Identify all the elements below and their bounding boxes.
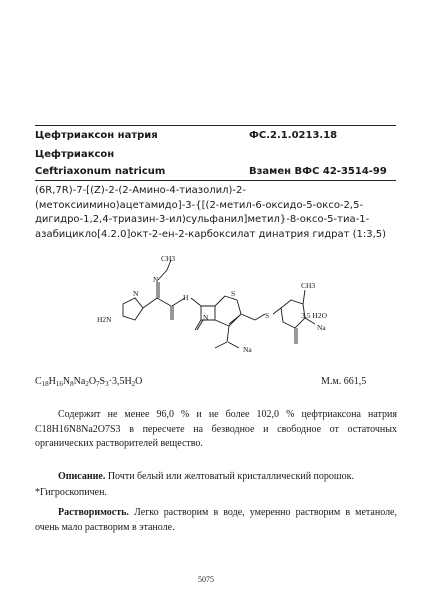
description-text: Почти белый или желтоватый кристаллический порошок.: [107, 471, 354, 482]
molecular-formula: $C_{18}H_{16}N_8Na_2O_7S_3\cdot 3,5H_2O$: [35, 376, 143, 388]
ring-s-label: S: [231, 289, 236, 298]
linker-s-label: S: [265, 311, 270, 320]
chemical-name: (6R,7R)-7-[(Z)-2-(2-Амино-4-тиазолил)-2-(метоксиимино)ацетамидо]-3-{[(2-метил-6-оксидо-5-оксо-2,5-дигидро-1,2,4-триазин-3-ил)сульфанил]метил}-8-оксо-5-тиа-1-азабицикло[4.2.0]окт-2-ен-2-карбоксилат динатрия гидрат (1:3,5): [35, 185, 387, 240]
header-top-rule: [35, 125, 396, 126]
content-paragraph: Содержит не менее 96,0 % и не более 102,0 % цефтриаксона натрия C18H16N8Na2O7S3 в пересчете на безводное и свободное от остаточных органических растворителей вещество.: [35, 409, 397, 449]
description-label: Описание.: [58, 471, 106, 482]
header-bottom-rule: [35, 180, 396, 181]
description-paragraph: [35, 470, 397, 485]
amide-nh-label: H: [183, 293, 189, 302]
molar-mass: М.м. 661,5: [321, 376, 367, 387]
title-russian: Цефтриаксон натрия: [35, 130, 158, 141]
imine-n-label: N: [153, 275, 159, 284]
lactam-n-label: N: [203, 313, 209, 322]
replaces-note: Взамен ВФС 42-3514-99: [249, 166, 387, 177]
methyl-label: CH3: [161, 254, 176, 263]
hydrate-label: 3,5 H2O: [301, 311, 327, 320]
sodium-label-2: Na: [317, 323, 326, 332]
thiazole-n-label: N: [133, 289, 139, 298]
ring-methyl-label: CH3: [301, 281, 316, 290]
title-latin: Ceftriaxonum natricum: [35, 166, 166, 177]
solubility-label: Растворимость.: [58, 507, 129, 518]
inn-russian: Цефтриаксон: [35, 149, 115, 160]
structural-formula: [95, 252, 335, 370]
amine-label: H2N: [97, 315, 112, 324]
hygroscopic-note: *Гигроскопичен.: [35, 487, 107, 498]
monograph-code: ФС.2.1.0213.18: [249, 130, 338, 141]
page-number: 5075: [198, 575, 214, 584]
sodium-label-1: Na: [243, 345, 252, 354]
solubility-paragraph: [35, 506, 397, 535]
solubility-text: Легко растворим в воде, умеренно растворим в метаноле, очень мало растворим в этаноле.: [35, 507, 397, 533]
